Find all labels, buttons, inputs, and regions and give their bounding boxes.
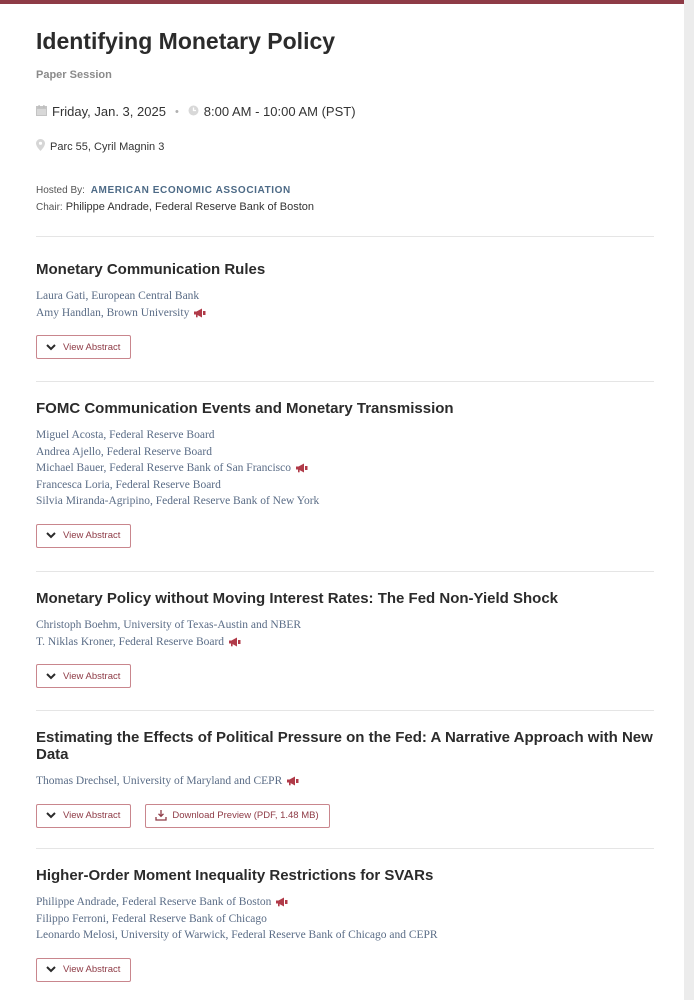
section-divider bbox=[36, 236, 654, 237]
button-label: Download Preview (PDF, 1.48 MB) bbox=[172, 810, 319, 821]
author-name: T. Niklas Kroner, Federal Reserve Board bbox=[36, 635, 225, 648]
author-list bbox=[36, 288, 656, 321]
download-preview-button[interactable] bbox=[145, 804, 329, 828]
presenter-megaphone-icon bbox=[296, 463, 308, 473]
presenter-megaphone-icon bbox=[276, 897, 288, 907]
author-name: Laura Gati, European Central Bank bbox=[36, 290, 200, 302]
separator-dot: • bbox=[174, 105, 179, 118]
paper-actions bbox=[36, 958, 656, 982]
view-abstract-button[interactable] bbox=[36, 958, 131, 982]
section-divider bbox=[36, 710, 654, 711]
author-item bbox=[36, 477, 656, 494]
author-name: Amy Handlan, Brown University bbox=[36, 306, 190, 319]
session-date: Friday, Jan. 3, 2025 bbox=[52, 104, 166, 119]
paper-actions bbox=[36, 664, 656, 688]
paper-title: Monetary Policy without Moving Interest Rates: The Fed Non-Yield Shock bbox=[36, 590, 559, 607]
view-abstract-button[interactable] bbox=[36, 524, 131, 548]
paper-item bbox=[36, 590, 656, 688]
author-list bbox=[36, 894, 656, 944]
chair-label: Chair: bbox=[36, 202, 63, 213]
session-time: 8:00 AM - 10:00 AM (PST) bbox=[203, 104, 356, 119]
hosted-label: Hosted By: bbox=[36, 185, 85, 196]
author-item bbox=[36, 288, 656, 305]
author-item bbox=[36, 305, 656, 322]
location-pin-icon bbox=[36, 139, 45, 154]
chevron-down-icon bbox=[46, 344, 56, 351]
paper-title: Estimating the Effects of Political Pressure on the Fed: A Narrative Approach with New Data bbox=[36, 729, 653, 763]
chevron-down-icon bbox=[46, 532, 56, 539]
page-title: Identifying Monetary Policy bbox=[36, 28, 336, 54]
session-datetime bbox=[36, 104, 356, 119]
author-name: Michael Bauer, Federal Reserve Bank of San Francisco bbox=[36, 462, 292, 474]
calendar-icon bbox=[36, 104, 47, 119]
hosted-by bbox=[36, 185, 291, 196]
session-location bbox=[36, 139, 164, 154]
author-item bbox=[36, 894, 656, 911]
button-label: View Abstract bbox=[63, 670, 121, 682]
section-divider bbox=[36, 381, 654, 382]
session-chair bbox=[36, 201, 314, 213]
section-divider bbox=[36, 848, 654, 849]
button-label: View Abstract bbox=[63, 810, 121, 821]
author-name: Leonardo Melosi, University of Warwick, Federal Reserve Bank of Chicago and CEPR bbox=[36, 929, 438, 941]
chevron-down-icon bbox=[46, 966, 56, 973]
paper-item bbox=[36, 729, 656, 828]
author-name: Philippe Andrade, Federal Reserve Bank of Boston bbox=[36, 896, 272, 908]
author-name: Miguel Acosta, Federal Reserve Board bbox=[36, 429, 215, 441]
author-name: Filippo Ferroni, Federal Reserve Bank of Chicago bbox=[36, 912, 267, 925]
download-icon bbox=[155, 810, 167, 821]
author-item bbox=[36, 773, 656, 790]
author-name: Christoph Boehm, University of Texas-Austin and NBER bbox=[36, 619, 302, 631]
button-label: View Abstract bbox=[63, 964, 121, 975]
chair-name: Philippe Andrade, Federal Reserve Bank of Boston bbox=[65, 201, 315, 213]
author-item bbox=[36, 927, 656, 944]
author-item bbox=[36, 911, 656, 928]
section-divider bbox=[36, 571, 654, 572]
session-type: Paper Session bbox=[36, 69, 112, 81]
chevron-down-icon bbox=[46, 812, 56, 819]
author-name: Thomas Drechsel, University of Maryland and CEPR bbox=[36, 775, 283, 787]
button-label: View Abstract bbox=[63, 341, 121, 353]
author-item bbox=[36, 617, 656, 634]
paper-title: FOMC Communication Events and Monetary Transmission bbox=[36, 400, 454, 417]
author-name: Silvia Miranda-Agripino, Federal Reserve Bank of New York bbox=[36, 495, 320, 507]
clock-icon bbox=[188, 104, 199, 119]
author-item bbox=[36, 493, 656, 510]
paper-item bbox=[36, 867, 656, 982]
paper-title: Monetary Communication Rules bbox=[36, 261, 266, 278]
author-name: Francesca Loria, Federal Reserve Board bbox=[36, 478, 221, 491]
presenter-megaphone-icon bbox=[287, 776, 299, 786]
presenter-megaphone-icon bbox=[229, 637, 241, 647]
chevron-down-icon bbox=[46, 673, 56, 680]
author-name: Andrea Ajello, Federal Reserve Board bbox=[36, 445, 212, 458]
author-list bbox=[36, 773, 656, 790]
paper-actions bbox=[36, 524, 656, 548]
paper-title: Higher-Order Moment Inequality Restrictions for SVARs bbox=[36, 867, 434, 884]
paper-item bbox=[36, 261, 656, 359]
author-list bbox=[36, 617, 656, 650]
view-abstract-button[interactable] bbox=[36, 335, 131, 359]
button-label: View Abstract bbox=[63, 530, 121, 541]
paper-item bbox=[36, 400, 656, 548]
paper-actions bbox=[36, 335, 656, 359]
author-item bbox=[36, 444, 656, 461]
author-item bbox=[36, 634, 656, 651]
location-text: Parc 55, Cyril Magnin 3 bbox=[50, 140, 165, 153]
view-abstract-button[interactable] bbox=[36, 664, 131, 688]
hosted-org-link[interactable]: AMERICAN ECONOMIC ASSOCIATION bbox=[90, 185, 291, 196]
author-item bbox=[36, 427, 656, 444]
paper-actions bbox=[36, 804, 656, 828]
view-abstract-button[interactable] bbox=[36, 804, 131, 828]
presenter-megaphone-icon bbox=[194, 308, 206, 318]
author-item bbox=[36, 460, 656, 477]
author-list bbox=[36, 427, 656, 510]
